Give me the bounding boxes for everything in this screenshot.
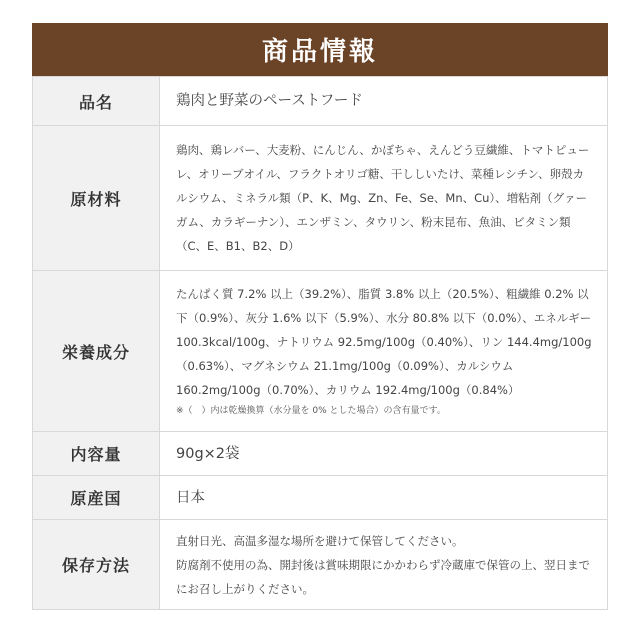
row-label-storage: 保存方法 <box>33 520 160 610</box>
title-banner <box>32 23 608 76</box>
table-row <box>33 476 608 520</box>
row-label-nutrition: 栄養成分 <box>33 271 160 432</box>
nutrition-note: ※（ ）内は乾燥換算（水分量を 0% とした場合）の含有量です。 <box>176 406 446 416</box>
row-label-volume: 内容量 <box>33 432 160 476</box>
nutrition-text: たんぱく質 7.2% 以上（39.2%）、脂質 3.8% 以上（20.5%）、粗繊維 0.2% 以下（0.9%）、灰分 1.6% 以下（5.9%）、水分 80.8% 以下（0.0%）、エネルギー 100.3kcal/100g、ナトリウム 92.5mg/100g（0.40%）、リン 144.4mg/100g（0.63%）、マグネシウム 21.1mg/100g（0.09%）、カルシウム 160.2mg/100g（0.70%）、カリウム 192.4mg/100g（0.84%） <box>176 287 592 397</box>
page-title: 商品情報 <box>261 37 378 67</box>
table-row <box>33 271 608 432</box>
product-info-table <box>32 76 608 610</box>
row-value-nutrition <box>160 271 608 432</box>
row-value-ingredients: 鶏肉、鶏レバー、大麦粉、にんじん、かぼちゃ、えんどう豆繊維、トマトピューレ、オリーブオイル、フラクトオリゴ糖、干ししいたけ、菜種レシチン、卵殻カルシウム、ミネラル類（P、K、Mg、Zn、Fe、Se、Mn、Cu）、増粘剤（グァーガム、カラギーナン）、エンザミン、タウリン、粉末昆布、魚油、ビタミン類（C、E、B1、B2、D） <box>160 126 608 271</box>
storage-line-1: 直射日光、高温多湿な場所を避けて保管してください。 <box>176 533 464 548</box>
row-value-storage <box>160 520 608 610</box>
row-label-product-name: 品名 <box>33 77 160 126</box>
row-label-ingredients: 原材料 <box>33 126 160 271</box>
row-value-volume: 90g×2袋 <box>160 432 608 476</box>
table-row <box>33 520 608 610</box>
storage-line-2: 防腐剤不使用の為、開封後は賞味期限にかかわらず冷蔵庫で保管の上、翌日までにお召し上がりください。 <box>176 557 590 596</box>
table-row <box>33 77 608 126</box>
row-value-origin: 日本 <box>160 476 608 520</box>
row-value-product-name: 鶏肉と野菜のペーストフード <box>160 77 608 126</box>
table-row <box>33 432 608 476</box>
row-label-origin: 原産国 <box>33 476 160 520</box>
table-row <box>33 126 608 271</box>
